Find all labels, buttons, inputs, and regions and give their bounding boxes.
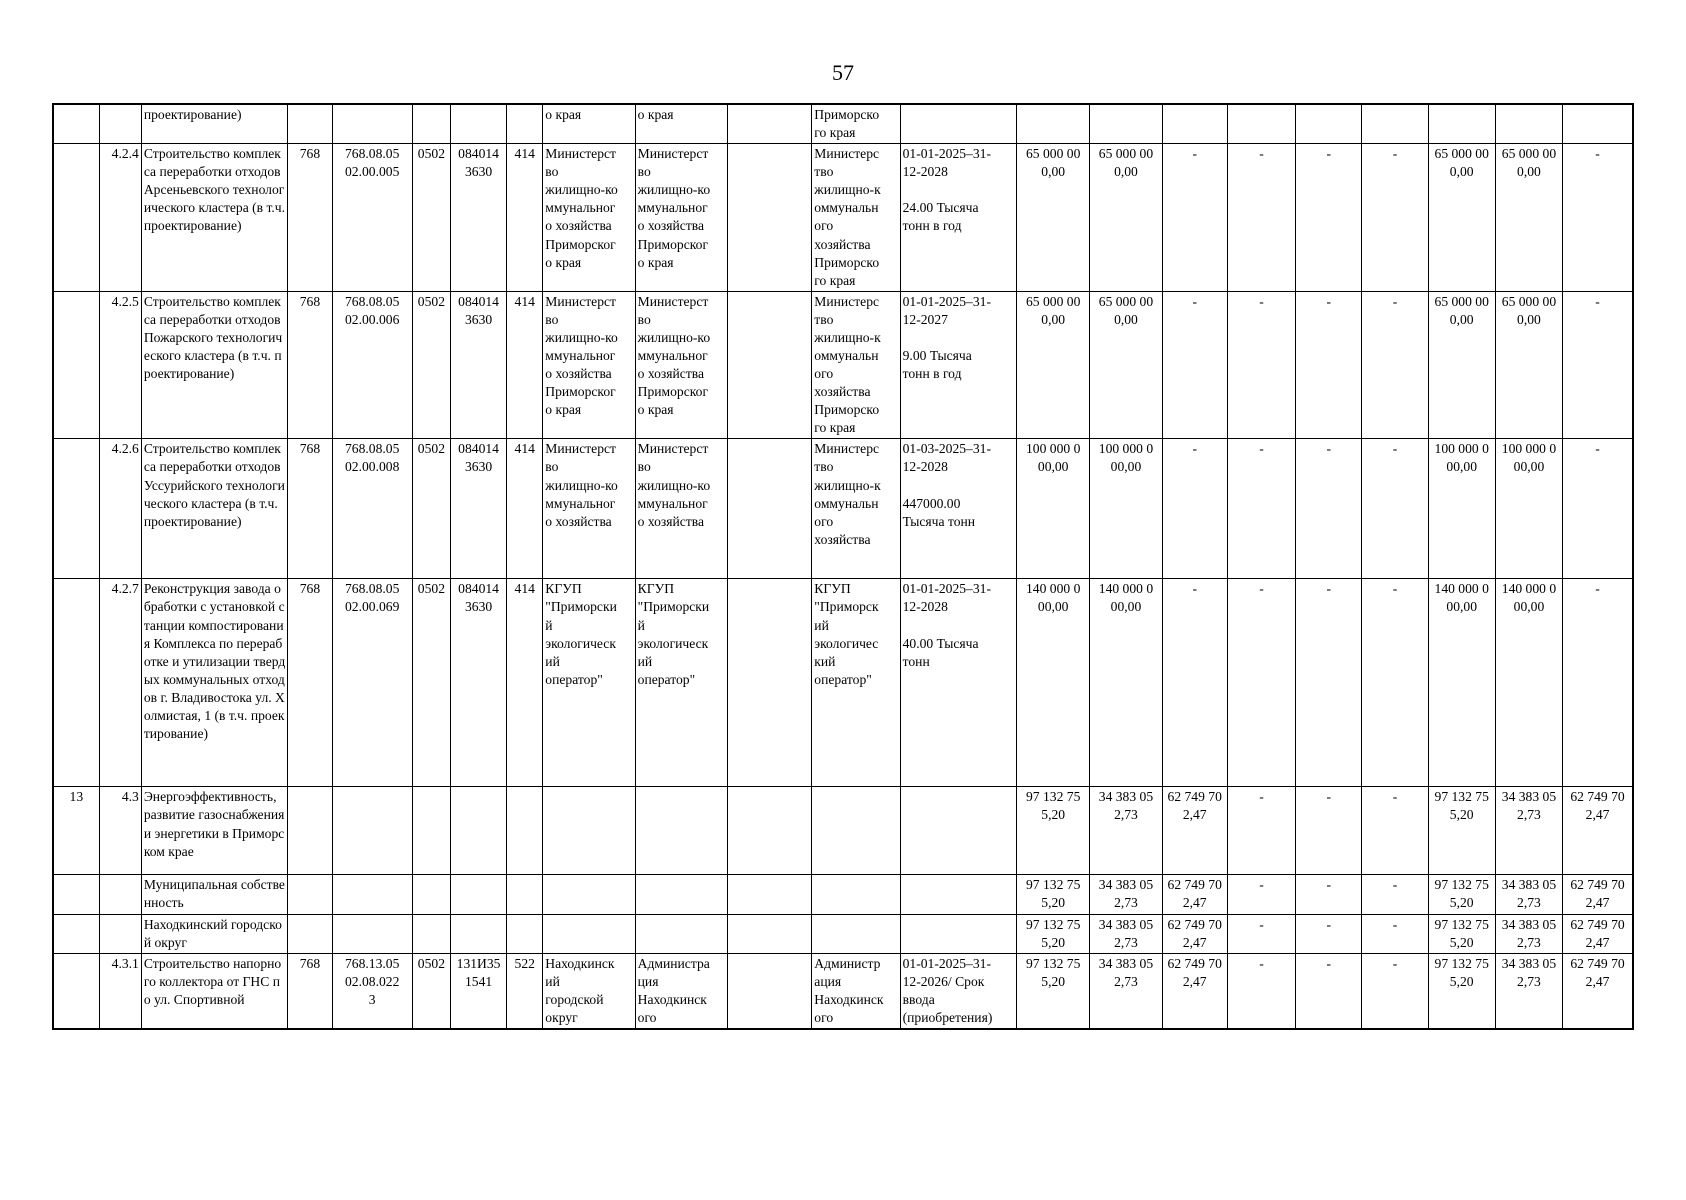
item-code-cell: 4.2.4 — [99, 144, 141, 292]
total-amount-2-cell: 34 383 05 2,73 — [1090, 914, 1162, 953]
kbk-code-cell — [332, 914, 412, 953]
total-amount-1-cell: 97 132 75 5,20 — [1017, 914, 1090, 953]
row-number-cell — [53, 579, 99, 787]
total-amount-3-cell: - — [1162, 291, 1227, 439]
row-number-cell — [53, 144, 99, 292]
grbs-code-cell: 768 — [288, 144, 332, 292]
amount-4-cell — [1227, 104, 1295, 144]
recipient-cell — [812, 914, 900, 953]
row-number-cell — [53, 439, 99, 579]
item-name-cell: Строительство комплекса переработки отходов Уссурийского технологического кластера (в т.ч. проектирование) — [141, 439, 288, 579]
amount-4-cell: - — [1227, 875, 1295, 914]
amount-5-cell — [1296, 104, 1362, 144]
amount-4-cell: - — [1227, 914, 1295, 953]
row-number-cell — [53, 291, 99, 439]
amount-6-cell: - — [1362, 144, 1428, 292]
empty-cell-cell — [727, 144, 811, 292]
amount-5-cell: - — [1296, 439, 1362, 579]
kbk-code-cell: 768.08.05 02.00.005 — [332, 144, 412, 292]
empty-cell-cell — [727, 787, 811, 875]
table-row — [53, 104, 1633, 144]
expense-type-code-cell: 414 — [507, 579, 543, 787]
amount-7-cell — [1428, 104, 1495, 144]
section-code-cell: 0502 — [412, 291, 450, 439]
kbk-code-cell: 768.08.05 02.00.006 — [332, 291, 412, 439]
total-amount-2-cell — [1090, 104, 1162, 144]
target-article-code-cell: 084014 3630 — [450, 291, 506, 439]
item-name-cell: Строительство комплекса переработки отходов Арсеньевского технологического кластера (в т.ч. проектирование) — [141, 144, 288, 292]
item-code-cell: 4.2.5 — [99, 291, 141, 439]
empty-cell-cell — [727, 104, 811, 144]
amount-6-cell: - — [1362, 291, 1428, 439]
amount-4-cell: - — [1227, 953, 1295, 1029]
customer-cell: Министерст во жилищно-ко ммунальног о хозяйства — [543, 439, 635, 579]
total-amount-3-cell — [1162, 104, 1227, 144]
empty-cell-cell — [727, 953, 811, 1029]
amount-8-cell: 65 000 00 0,00 — [1495, 144, 1562, 292]
row-number-cell — [53, 104, 99, 144]
empty-cell-cell — [727, 875, 811, 914]
recipient-cell: Министерс тво жилищно-к оммунальн ого хозяйства Приморско го края — [812, 144, 900, 292]
target-article-code-cell: 084014 3630 — [450, 144, 506, 292]
amount-6-cell: - — [1362, 787, 1428, 875]
recipient-cell: Министерс тво жилищно-к оммунальн ого хозяйства Приморско го края — [812, 291, 900, 439]
page-number: 57 — [832, 60, 854, 85]
amount-7-cell: 140 000 0 00,00 — [1428, 579, 1495, 787]
amount-6-cell: - — [1362, 579, 1428, 787]
target-article-code-cell: 084014 3630 — [450, 439, 506, 579]
total-amount-3-cell: 62 749 70 2,47 — [1162, 875, 1227, 914]
amount-9-cell: 62 749 70 2,47 — [1563, 953, 1633, 1029]
amount-5-cell: - — [1296, 291, 1362, 439]
total-amount-1-cell: 97 132 75 5,20 — [1017, 953, 1090, 1029]
empty-cell-cell — [727, 914, 811, 953]
amount-9-cell: 62 749 70 2,47 — [1563, 787, 1633, 875]
expense-type-code-cell: 414 — [507, 291, 543, 439]
table-row — [53, 953, 1633, 1029]
grbs-code-cell — [288, 875, 332, 914]
kbk-code-cell: 768.13.05 02.08.022 3 — [332, 953, 412, 1029]
recipient-cell — [812, 787, 900, 875]
budget-table — [52, 103, 1634, 1030]
item-name-cell: Реконструкция завода обработки с установкой станции компостирования Комплекса по переработке и утилизации твердых коммунальных отходов г. Владивостока ул. Холмистая, 1 (в т.ч. проектирование) — [141, 579, 288, 787]
amount-6-cell: - — [1362, 953, 1428, 1029]
item-name-cell: Находкинский городской округ — [141, 914, 288, 953]
amount-9-cell: - — [1563, 439, 1633, 579]
amount-5-cell: - — [1296, 579, 1362, 787]
total-amount-2-cell: 100 000 0 00,00 — [1090, 439, 1162, 579]
amount-7-cell: 97 132 75 5,20 — [1428, 953, 1495, 1029]
total-amount-3-cell: - — [1162, 144, 1227, 292]
item-code-cell — [99, 914, 141, 953]
amount-4-cell: - — [1227, 291, 1295, 439]
customer-cell — [543, 787, 635, 875]
item-code-cell: 4.3.1 — [99, 953, 141, 1029]
total-amount-1-cell — [1017, 104, 1090, 144]
amount-4-cell: - — [1227, 787, 1295, 875]
table-row — [53, 144, 1633, 292]
period-and-capacity-cell — [900, 914, 1016, 953]
amount-9-cell: - — [1563, 579, 1633, 787]
customer-cell: Министерст во жилищно-ко ммунальног о хозяйства Приморског о края — [543, 291, 635, 439]
total-amount-3-cell: 62 749 70 2,47 — [1162, 787, 1227, 875]
customer-cell — [543, 875, 635, 914]
amount-8-cell: 140 000 0 00,00 — [1495, 579, 1562, 787]
amount-5-cell: - — [1296, 144, 1362, 292]
amount-4-cell: - — [1227, 144, 1295, 292]
customer-cell: КГУП "Приморски й экологическ ий оператор" — [543, 579, 635, 787]
target-article-code-cell — [450, 787, 506, 875]
customer-cell: о края — [543, 104, 635, 144]
table-row — [53, 291, 1633, 439]
item-name-cell: Муниципальная собственность — [141, 875, 288, 914]
amount-7-cell: 65 000 00 0,00 — [1428, 144, 1495, 292]
empty-cell-cell — [727, 291, 811, 439]
total-amount-2-cell: 65 000 00 0,00 — [1090, 144, 1162, 292]
section-code-cell: 0502 — [412, 144, 450, 292]
total-amount-3-cell: - — [1162, 439, 1227, 579]
amount-8-cell: 34 383 05 2,73 — [1495, 953, 1562, 1029]
row-number-cell — [53, 914, 99, 953]
section-code-cell — [412, 104, 450, 144]
amount-7-cell: 100 000 0 00,00 — [1428, 439, 1495, 579]
developer-cell: Министерст во жилищно-ко ммунальног о хозяйства Приморског о края — [635, 291, 727, 439]
recipient-cell: Приморско го края — [812, 104, 900, 144]
amount-8-cell: 34 383 05 2,73 — [1495, 875, 1562, 914]
amount-8-cell: 100 000 0 00,00 — [1495, 439, 1562, 579]
grbs-code-cell — [288, 914, 332, 953]
amount-7-cell: 65 000 00 0,00 — [1428, 291, 1495, 439]
period-and-capacity-cell — [900, 875, 1016, 914]
amount-6-cell — [1362, 104, 1428, 144]
recipient-cell: Администр ация Находкинск ого — [812, 953, 900, 1029]
expense-type-code-cell — [507, 875, 543, 914]
target-article-code-cell: 084014 3630 — [450, 579, 506, 787]
developer-cell: Министерст во жилищно-ко ммунальног о хозяйства Приморског о края — [635, 144, 727, 292]
period-and-capacity-cell: 01-01-2025–31- 12-2028 40.00 Тысяча тонн — [900, 579, 1016, 787]
recipient-cell: КГУП "Приморск ий экологичес кий оператор" — [812, 579, 900, 787]
amount-7-cell: 97 132 75 5,20 — [1428, 875, 1495, 914]
total-amount-3-cell: 62 749 70 2,47 — [1162, 953, 1227, 1029]
recipient-cell: Министерс тво жилищно-к оммунальн ого хозяйства — [812, 439, 900, 579]
amount-5-cell: - — [1296, 914, 1362, 953]
item-code-cell: 4.2.7 — [99, 579, 141, 787]
developer-cell — [635, 787, 727, 875]
amount-7-cell: 97 132 75 5,20 — [1428, 787, 1495, 875]
period-and-capacity-cell — [900, 104, 1016, 144]
amount-7-cell: 97 132 75 5,20 — [1428, 914, 1495, 953]
amount-5-cell: - — [1296, 787, 1362, 875]
expense-type-code-cell: 414 — [507, 439, 543, 579]
section-code-cell: 0502 — [412, 953, 450, 1029]
kbk-code-cell — [332, 104, 412, 144]
row-number-cell: 13 — [53, 787, 99, 875]
amount-9-cell: 62 749 70 2,47 — [1563, 875, 1633, 914]
amount-8-cell: 65 000 00 0,00 — [1495, 291, 1562, 439]
amount-4-cell: - — [1227, 439, 1295, 579]
customer-cell: Министерст во жилищно-ко ммунальног о хозяйства Приморског о края — [543, 144, 635, 292]
table-row — [53, 787, 1633, 875]
kbk-code-cell — [332, 787, 412, 875]
total-amount-3-cell: - — [1162, 579, 1227, 787]
period-and-capacity-cell: 01-03-2025–31- 12-2028 447000.00 Тысяча тонн — [900, 439, 1016, 579]
amount-9-cell: - — [1563, 144, 1633, 292]
target-article-code-cell — [450, 104, 506, 144]
developer-cell: Администра ция Находкинск ого — [635, 953, 727, 1029]
kbk-code-cell — [332, 875, 412, 914]
item-name-cell: Строительство комплекса переработки отходов Пожарского технологического кластера (в т.ч. проектирование) — [141, 291, 288, 439]
developer-cell — [635, 914, 727, 953]
expense-type-code-cell — [507, 787, 543, 875]
row-number-cell — [53, 875, 99, 914]
section-code-cell: 0502 — [412, 439, 450, 579]
item-code-cell: 4.3 — [99, 787, 141, 875]
table-row — [53, 579, 1633, 787]
section-code-cell — [412, 914, 450, 953]
grbs-code-cell: 768 — [288, 953, 332, 1029]
table-row — [53, 875, 1633, 914]
table-row — [53, 439, 1633, 579]
amount-9-cell — [1563, 104, 1633, 144]
period-and-capacity-cell: 01-01-2025–31- 12-2027 9.00 Тысяча тонн в год — [900, 291, 1016, 439]
developer-cell: о края — [635, 104, 727, 144]
developer-cell — [635, 875, 727, 914]
amount-8-cell: 34 383 05 2,73 — [1495, 914, 1562, 953]
expense-type-code-cell: 414 — [507, 144, 543, 292]
grbs-code-cell — [288, 104, 332, 144]
expense-type-code-cell — [507, 914, 543, 953]
total-amount-2-cell: 34 383 05 2,73 — [1090, 787, 1162, 875]
total-amount-3-cell: 62 749 70 2,47 — [1162, 914, 1227, 953]
customer-cell — [543, 914, 635, 953]
period-and-capacity-cell — [900, 787, 1016, 875]
empty-cell-cell — [727, 439, 811, 579]
customer-cell: Находкинск ий городской округ — [543, 953, 635, 1029]
amount-4-cell: - — [1227, 579, 1295, 787]
grbs-code-cell: 768 — [288, 439, 332, 579]
item-name-cell: проектирование) — [141, 104, 288, 144]
amount-5-cell: - — [1296, 875, 1362, 914]
total-amount-2-cell: 65 000 00 0,00 — [1090, 291, 1162, 439]
table-row — [53, 914, 1633, 953]
amount-8-cell: 34 383 05 2,73 — [1495, 787, 1562, 875]
amount-6-cell: - — [1362, 914, 1428, 953]
item-name-cell: Энергоэффективность, развитие газоснабжения и энергетики в Приморском крае — [141, 787, 288, 875]
section-code-cell — [412, 787, 450, 875]
amount-9-cell: - — [1563, 291, 1633, 439]
period-and-capacity-cell: 01-01-2025–31- 12-2026/ Срок ввода (приобретения) — [900, 953, 1016, 1029]
grbs-code-cell: 768 — [288, 291, 332, 439]
expense-type-code-cell: 522 — [507, 953, 543, 1029]
total-amount-1-cell: 140 000 0 00,00 — [1017, 579, 1090, 787]
developer-cell: Министерст во жилищно-ко ммунальног о хозяйства — [635, 439, 727, 579]
item-code-cell — [99, 104, 141, 144]
section-code-cell — [412, 875, 450, 914]
total-amount-1-cell: 65 000 00 0,00 — [1017, 144, 1090, 292]
target-article-code-cell — [450, 914, 506, 953]
total-amount-2-cell: 34 383 05 2,73 — [1090, 875, 1162, 914]
grbs-code-cell: 768 — [288, 579, 332, 787]
amount-6-cell: - — [1362, 875, 1428, 914]
target-article-code-cell — [450, 875, 506, 914]
expense-type-code-cell — [507, 104, 543, 144]
grbs-code-cell — [288, 787, 332, 875]
amount-8-cell — [1495, 104, 1562, 144]
total-amount-1-cell: 65 000 00 0,00 — [1017, 291, 1090, 439]
recipient-cell — [812, 875, 900, 914]
amount-6-cell: - — [1362, 439, 1428, 579]
amount-9-cell: 62 749 70 2,47 — [1563, 914, 1633, 953]
section-code-cell: 0502 — [412, 579, 450, 787]
total-amount-1-cell: 97 132 75 5,20 — [1017, 787, 1090, 875]
amount-5-cell: - — [1296, 953, 1362, 1029]
total-amount-2-cell: 140 000 0 00,00 — [1090, 579, 1162, 787]
target-article-code-cell: 131И35 1541 — [450, 953, 506, 1029]
item-code-cell: 4.2.6 — [99, 439, 141, 579]
period-and-capacity-cell: 01-01-2025–31- 12-2028 24.00 Тысяча тонн в год — [900, 144, 1016, 292]
item-code-cell — [99, 875, 141, 914]
total-amount-2-cell: 34 383 05 2,73 — [1090, 953, 1162, 1029]
developer-cell: КГУП "Приморски й экологическ ий оператор" — [635, 579, 727, 787]
kbk-code-cell: 768.08.05 02.00.008 — [332, 439, 412, 579]
kbk-code-cell: 768.08.05 02.00.069 — [332, 579, 412, 787]
total-amount-1-cell: 97 132 75 5,20 — [1017, 875, 1090, 914]
empty-cell-cell — [727, 579, 811, 787]
item-name-cell: Строительство напорного коллектора от ГНС по ул. Спортивной — [141, 953, 288, 1029]
total-amount-1-cell: 100 000 0 00,00 — [1017, 439, 1090, 579]
row-number-cell — [53, 953, 99, 1029]
